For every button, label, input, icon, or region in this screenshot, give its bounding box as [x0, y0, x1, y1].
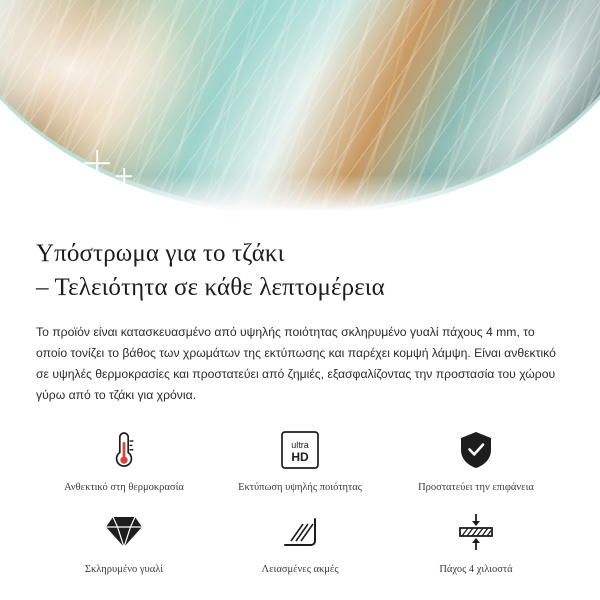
feature-label: Εκτύπωση υψηλής ποιότητας: [238, 482, 362, 493]
feature-item-temperature-resistant: [36, 428, 212, 494]
feature-label: Πάχος 4 χιλιοστά: [439, 564, 513, 575]
feature-label: Ανθεκτικό στη θερμοκρασία: [64, 482, 184, 493]
thermometer-icon: [111, 428, 137, 472]
feature-item-thickness: [388, 510, 564, 576]
shield-check-icon: [458, 428, 494, 472]
feature-item-tempered-glass: [36, 510, 212, 576]
feature-item-smooth-edges: [212, 510, 388, 576]
thickness-icon: [456, 510, 496, 554]
headline-line-2: – Τελειότητα σε κάθε λεπτομέρεια: [36, 274, 385, 301]
smooth-edges-icon: [281, 510, 319, 554]
feature-item-surface-protection: [388, 428, 564, 494]
headline-line-1: Υπόστρωμα για το τζάκι: [36, 240, 285, 267]
diamond-icon: [104, 510, 144, 554]
description-paragraph: Το προϊόν είναι κατασκευασμένο από υψηλής ποιότητας σκληρυμένο γυαλί πάχους 4 mm, το οποίο τονίζει το βάθος των χρωμάτων της εκτύπωσης και παρέχει κομψή λάμψη. Είναι ανθεκτικό σε υψηλές θερμοκρασίες και προστατεύει από ζημιές, εξασφαλίζοντας την προστασία του χώρου γύρω από το τζάκι για χρόνια.: [36, 325, 556, 402]
feature-label: Λειασμένες ακμές: [261, 564, 339, 575]
ultra-hd-icon: [281, 428, 319, 472]
content-area: [0, 215, 600, 576]
feature-grid: [36, 428, 564, 576]
feature-item-ultra-hd-print: [212, 428, 388, 494]
feature-label: Σκληρυμένο γυαλί: [84, 564, 164, 575]
svg-text:ultra: ultra: [291, 440, 309, 450]
hero-image: [0, 0, 600, 215]
svg-text:HD: HD: [291, 450, 309, 464]
hero-fade-overlay: [0, 175, 600, 215]
page-title: [36, 237, 564, 305]
feature-label: Προστατεύει την επιφάνεια: [418, 482, 534, 493]
